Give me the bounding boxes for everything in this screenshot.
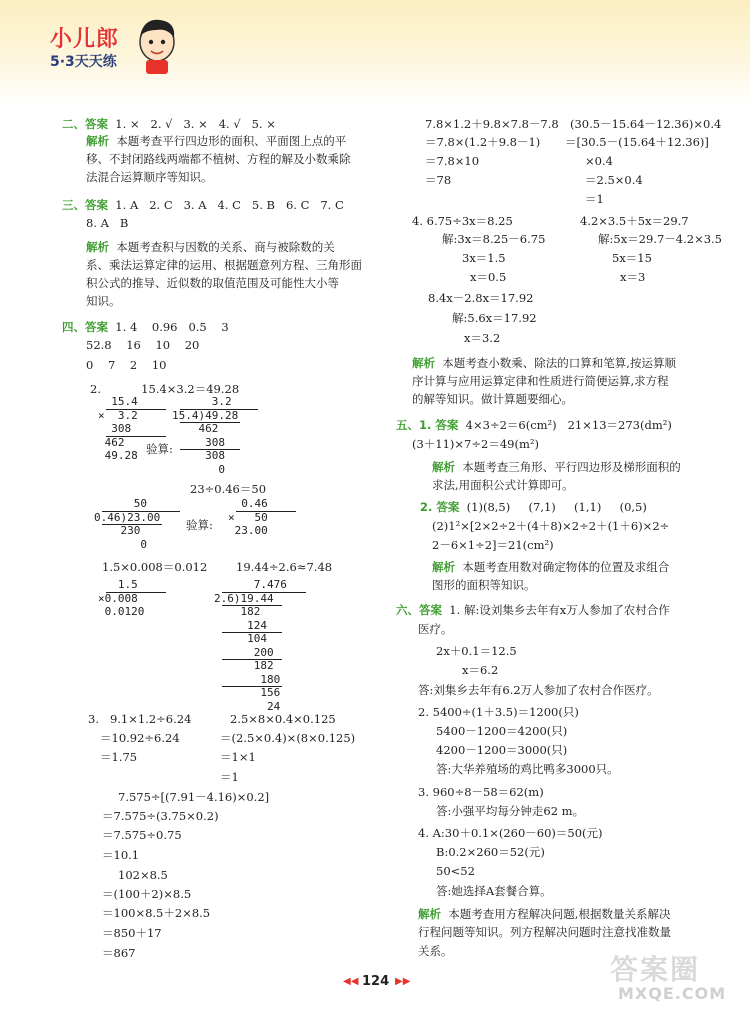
answer-label: 解析 [418, 907, 441, 921]
page-number: 124 [362, 974, 390, 989]
left-answer-line: ＝(2.5×0.4)×(8×0.125) [220, 731, 356, 745]
calc-rule [106, 436, 166, 437]
left-answer-line: ＝1×1 [220, 750, 256, 764]
vertical-calc-line: 0.46 [228, 497, 268, 510]
right-answer-line: 行程问题等知识。列方程解决问题时注意找准数量 [418, 925, 671, 939]
vertical-calc-line: 7.476 [214, 578, 287, 591]
left-answer-line: 移、不封闭路线两端都不植树、方程的解及小数乘除 [86, 152, 351, 166]
vertical-calc-line: 230 [94, 524, 141, 537]
left-answer-line: 1.5×0.008＝0.012 [102, 560, 208, 574]
vertical-calc-line: 0.0120 [98, 605, 145, 618]
left-answer-line: ＝1.75 [100, 750, 138, 764]
left-answer-line: 52.8 16 10 20 [86, 338, 200, 352]
vertical-calc-line: 0 [94, 537, 147, 551]
left-answer-line: 19.44÷2.6≈7.48 [236, 560, 333, 574]
calc-rule [236, 511, 296, 512]
right-answer-line: 求法,用面积公式计算即可。 [432, 478, 574, 492]
answer-label: 解析 [432, 560, 455, 574]
left-answer-line: 积公式的推导、近似数的取值范围及可能性大小等 [86, 276, 339, 290]
calc-rule [222, 686, 282, 687]
next-arrow-icon: ▶▶ [395, 976, 411, 987]
calc-rule [180, 449, 240, 450]
vertical-calc-line: 200 [214, 645, 274, 659]
left-answer-line: 三、答案 1. A 2. C 3. A 4. C 5. B 6. C 7. C [62, 198, 344, 212]
calc-rule [222, 659, 282, 660]
left-answer-line: ＝10.92÷6.24 [100, 731, 180, 745]
right-answer-line: x＝0.5 [470, 270, 507, 284]
right-answer-line: 解析 本题考查小数乘、除法的口算和笔算,按运算顺 [412, 356, 676, 370]
right-answer-line: 解:5.6x＝17.92 [452, 311, 537, 325]
vertical-calc-line: 124 [214, 618, 267, 632]
left-answer-line: 验算: [146, 442, 173, 456]
vertical-calc-line: 49.28 [98, 449, 138, 462]
right-answer-line: 的解等知识。做计算题要细心。 [412, 392, 573, 406]
vertical-calc-line: 308 [172, 435, 225, 449]
right-answer-line: 2. 5400÷(1＋3.5)＝1200(只) [418, 705, 579, 719]
vertical-calc-line: 0.46)23.00 [94, 510, 161, 524]
right-answer-line: ＝7.8×(1.2＋9.8－1) [425, 135, 541, 149]
vertical-calc-line: × 3.2 [98, 408, 138, 422]
left-answer-line: 解析 本题考查积与因数的关系、商与被除数的关 [86, 240, 335, 254]
right-answer-line: 解析 本题考查用方程解决问题,根据数量关系解决 [418, 907, 671, 921]
right-answer-line: 解:3x＝8.25－6.75 [442, 232, 546, 246]
right-answer-line: (3＋11)×7÷2＝49(m²) [412, 437, 539, 451]
left-answer-line: 2. 15.4×3.2＝49.28 [90, 382, 240, 396]
left-answer-line: ＝1 [220, 770, 239, 784]
right-answer-line: 图形的面积等知识。 [432, 578, 536, 592]
vertical-calc-line: 0 [172, 462, 225, 476]
answer-label: 2. 答案 [420, 500, 460, 514]
watermark-url: MXQE.COM [618, 984, 727, 1003]
left-answer-line: 四、答案 1. 4 0.96 0.5 3 [62, 320, 229, 334]
left-answer-line: 0 7 2 10 [86, 358, 167, 372]
right-answer-line: 4.2×3.5＋5x＝29.7 [580, 214, 689, 228]
calc-rule [106, 592, 166, 593]
right-answer-line: x＝3 [620, 270, 646, 284]
right-answer-line: 4. A:30＋0.1×(260－60)＝50(元) [418, 826, 603, 840]
left-answer-line: 验算: [186, 518, 213, 532]
answer-label: 三、答案 [62, 198, 108, 212]
left-answer-line: ＝100×8.5＋2×8.5 [102, 906, 211, 920]
vertical-calc-line: × 50 [228, 510, 268, 524]
right-answer-line: ×0.4 [585, 154, 613, 168]
right-answer-line: 3. 960÷8－58＝62(m) [418, 785, 544, 799]
vertical-calc-line: ×0.008 [98, 591, 138, 605]
vertical-calc-line: 182 [214, 605, 261, 618]
left-answer-line: ＝(100＋2)×8.5 [102, 887, 192, 901]
answer-label: 解析 [86, 134, 109, 148]
calc-rule [222, 592, 306, 593]
left-answer-line: ＝10.1 [102, 848, 140, 862]
answer-label: 二、答案 [62, 117, 108, 131]
calc-rule [102, 511, 180, 512]
right-answer-line: 2－6×1÷2]＝21(cm²) [432, 538, 554, 552]
vertical-calc-line: 15.4 [98, 395, 138, 408]
answer-label: 解析 [432, 460, 455, 474]
calc-rule [106, 409, 166, 410]
vertical-calc-line: 104 [214, 632, 267, 645]
vertical-calc-line: 308 [172, 449, 225, 462]
right-answer-line: ＝[30.5－(15.64＋12.36)] [565, 135, 709, 149]
right-answer-line: 关系。 [418, 944, 453, 958]
right-answer-line: 五、1. 答案 4×3÷2＝6(cm²) 21×13＝273(dm²) [396, 418, 672, 432]
right-answer-line: ＝2.5×0.4 [585, 173, 643, 187]
calc-rule [222, 632, 282, 633]
vertical-calc-line: 24 [214, 699, 281, 713]
right-answer-line: 答:刘集乡去年有6.2万人参加了农村合作医疗。 [418, 683, 659, 697]
left-answer-line: ＝850＋17 [102, 926, 162, 940]
left-answer-line: 解析 本题考查平行四边形的面积、平面图上点的平 [86, 134, 347, 148]
right-answer-line: 5x＝15 [612, 251, 652, 265]
right-answer-line: 50<52 [436, 864, 475, 878]
right-answer-line: (30.5－15.64－12.36)×0.4 [570, 117, 722, 131]
right-answer-line: 答:她选择A套餐合算。 [436, 884, 552, 898]
right-answer-line: 医疗。 [418, 622, 453, 636]
right-answer-line: ＝1 [585, 192, 604, 206]
left-answer-line: 2.5×8×0.4×0.125 [230, 712, 336, 726]
vertical-calc-line: 462 [98, 435, 125, 449]
calc-rule [222, 605, 282, 606]
vertical-calc-line: 23.00 [228, 524, 268, 537]
right-answer-line: 8.4x－2.8x＝17.92 [428, 291, 534, 305]
calc-rule [180, 409, 258, 410]
right-answer-line: 5400－1200＝4200(只) [436, 724, 568, 738]
prev-arrow-icon: ◀◀ [343, 976, 359, 987]
answer-label: 解析 [412, 356, 435, 370]
vertical-calc-line: 180 [214, 672, 281, 686]
left-answer-line: ＝7.575÷0.75 [102, 828, 182, 842]
right-answer-line: ＝78 [425, 173, 452, 187]
right-answer-line: 7.8×1.2＋9.8×7.8－7.8 [425, 117, 559, 131]
right-answer-line: 解析 本题考查三角形、平行四边形及梯形面积的 [432, 460, 681, 474]
left-answer-line: 系、乘法运算定律的运用、根据题意列方程、三角形面 [86, 258, 362, 272]
logo-title: 小儿郎 [50, 27, 120, 52]
answer-label: 四、答案 [62, 320, 108, 334]
right-answer-line: 解析 本题考查用数对确定物体的位置及求组合 [432, 560, 670, 574]
left-answer-line: ＝7.575÷(3.75×0.2) [102, 809, 219, 823]
right-answer-line: 答:小强平均每分钟走62 m。 [436, 804, 585, 818]
left-answer-line: 23÷0.46＝50 [190, 482, 267, 496]
right-answer-line: 六、答案 1. 解:设刘集乡去年有x万人参加了农村合作 [396, 603, 670, 617]
left-answer-line: 知识。 [86, 294, 121, 308]
right-answer-line: x＝3.2 [464, 331, 501, 345]
calc-rule [102, 524, 162, 525]
vertical-calc-line: 1.5 [98, 578, 138, 591]
left-answer-line: 法混合运算顺序等知识。 [86, 170, 213, 184]
watermark-logo: 答案圈 [610, 953, 701, 986]
vertical-calc-line: 462 [172, 422, 219, 435]
right-answer-line: 2. 答案 (1)(8,5) (7,1) (1,1) (0,5) [420, 500, 647, 514]
left-answer-line: 3. 9.1×1.2÷6.24 [88, 712, 192, 726]
right-answer-line: B:0.2×260＝52(元) [436, 845, 545, 859]
vertical-calc-line: 2.6)19.44 [214, 591, 274, 605]
logo-subtitle: 5·3天天练 [50, 54, 117, 70]
left-answer-line: 8. A B [86, 216, 129, 230]
left-answer-line: 二、答案 1. × 2. √ 3. × 4. √ 5. × [62, 117, 276, 131]
answer-label: 六、答案 [396, 603, 442, 617]
right-answer-line: 3x＝1.5 [462, 251, 506, 265]
left-answer-line: 102×8.5 [118, 868, 168, 882]
vertical-calc-line: 3.2 [172, 395, 232, 408]
vertical-calc-line: 308 [98, 422, 132, 435]
right-answer-line: 答:大华养殖场的鸡比鸭多3000只。 [436, 762, 619, 776]
right-answer-line: 4200－1200＝3000(只) [436, 743, 568, 757]
vertical-calc-line: 182 [214, 659, 274, 672]
right-answer-line: 2x＋0.1＝12.5 [436, 644, 517, 658]
vertical-calc-line: 156 [214, 686, 281, 699]
answer-label: 五、1. 答案 [396, 418, 459, 432]
left-answer-line: 7.575÷[(7.91－4.16)×0.2] [118, 790, 270, 804]
right-answer-line: 序计算与应用运算定律和性质进行简便运算,求方程 [412, 374, 669, 388]
answer-label: 解析 [86, 240, 109, 254]
left-answer-line: ＝867 [102, 946, 136, 960]
calc-rule [180, 422, 240, 423]
right-answer-line: ＝7.8×10 [425, 154, 480, 168]
vertical-calc-line: 15.4)49.28 [172, 408, 239, 422]
right-answer-line: 解:5x＝29.7－4.2×3.5 [598, 232, 722, 246]
vertical-calc-line: 50 [94, 497, 147, 510]
right-answer-line: (2)1²×[2×2÷2＋(4＋8)×2÷2＋(1＋6)×2÷ [432, 519, 670, 533]
right-answer-line: 4. 6.75÷3x＝8.25 [412, 214, 513, 228]
right-answer-line: x＝6.2 [462, 663, 499, 677]
